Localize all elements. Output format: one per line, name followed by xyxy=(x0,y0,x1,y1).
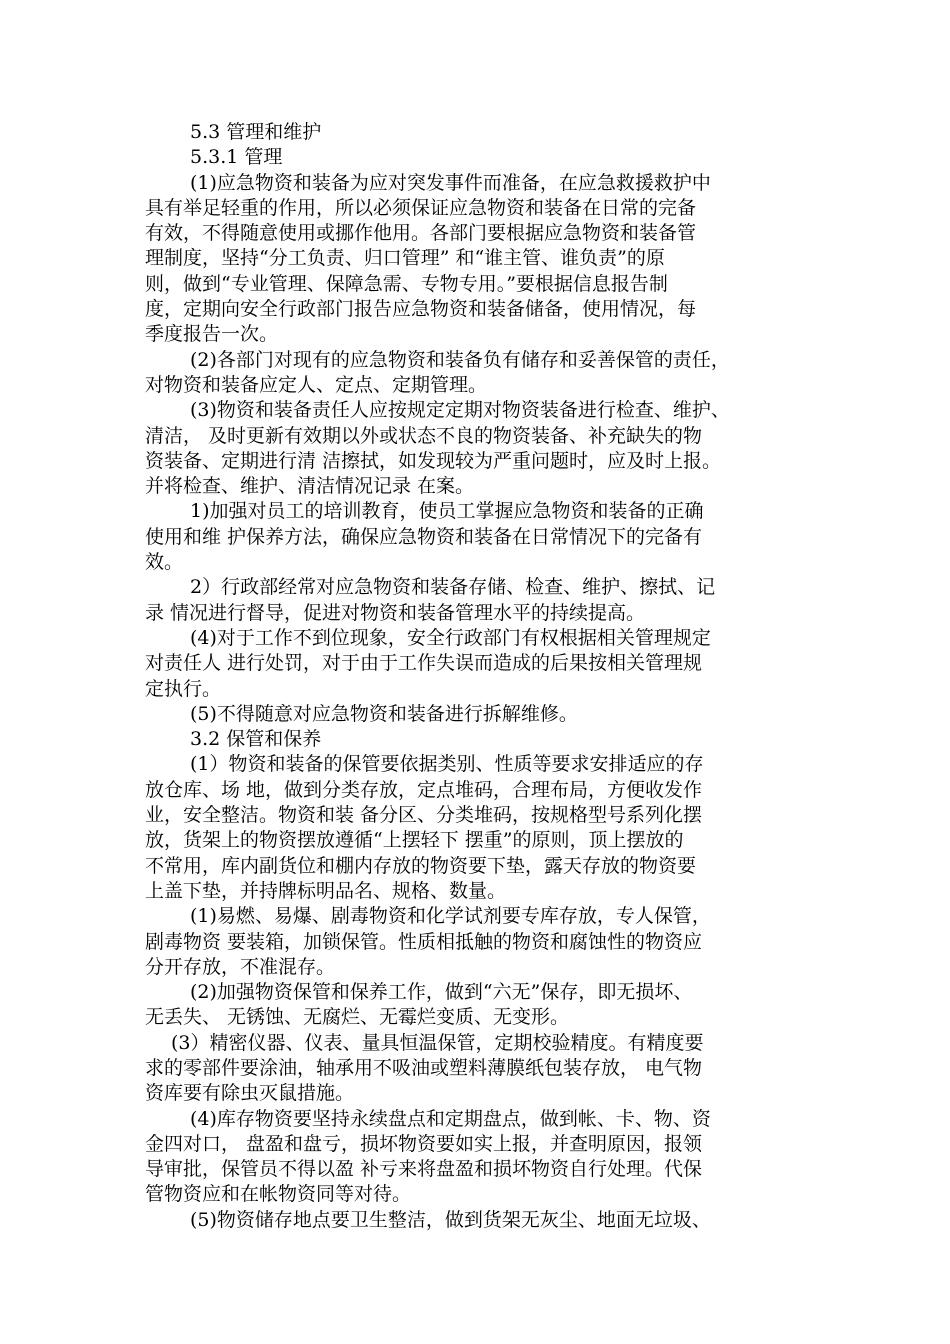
text-line: 定执行。 xyxy=(145,677,222,700)
text-line: 剧毒物资 要装箱，加锁保管。性质相抵触的物资和腐蚀性的物资应 xyxy=(145,930,703,953)
document-body xyxy=(145,120,810,1233)
text-line: 导审批，保管员不得以盈 补亏来将盘盈和损坏物资自行处理。代保 xyxy=(145,1158,703,1181)
text-line: (4)对于工作不到位现象，安全行政部门有权根据相关管理规定 xyxy=(190,626,711,649)
text-line: 放仓库、场 地，做到分类存放，定点堆码，合理布局，方便收发作 xyxy=(145,778,703,801)
text-line: 对物资和装备应定人、定点、定期管理。 xyxy=(145,373,488,396)
text-line: (2)加强物资保管和保养工作，做到“六无”保存，即无损坏、 xyxy=(190,981,693,1004)
text-line: 并将检查、维护、清洁情况记录 在案。 xyxy=(145,475,475,498)
text-line: 使用和维 护保养方法，确保应急物资和装备在日常情况下的完备有 xyxy=(145,525,703,548)
text-line: 理制度，坚持“分工负责、归口管理” 和“谁主管、谁负责”的原 xyxy=(145,247,665,270)
text-line: 放，货架上的物资摆放遵循“上摆轻下 摆重”的原则，顶上摆放的 xyxy=(145,829,684,852)
text-line: 5.3 管理和维护 xyxy=(190,121,322,143)
text-line: (5)不得随意对应急物资和装备进行拆解维修。 xyxy=(190,702,578,725)
text-line: 具有举足轻重的作用，所以必须保证应急物资和装备在日常的完备 xyxy=(145,196,697,219)
text-line: 上盖下垫，并持牌标明品名、规格、数量。 xyxy=(145,879,507,902)
text-line: (1）物资和装备的保管要依据类别、性质等要求安排适应的存 xyxy=(190,753,704,776)
text-line: (1)应急物资和装备为应对突发事件而准备，在应急救援救护中 xyxy=(190,171,711,194)
text-line: 3.2 保管和保养 xyxy=(190,728,322,751)
text-line: 季度报告一次。 xyxy=(145,323,279,346)
text-line: (5)物资储存地点要卫生整洁，做到货架无灰尘、地面无垃圾、 xyxy=(190,1208,711,1231)
text-line: 1)加强对员工的培训教育，使员工掌握应急物资和装备的正确 xyxy=(190,500,704,523)
text-line: (3）精密仪器、仪表、量具恒温保管，定期校验精度。有精度要 xyxy=(171,1031,704,1054)
text-line: (2)各部门对现有的应急物资和装备负有储存和妥善保管的责任， xyxy=(190,348,730,371)
text-line: 资装备、定期进行清 洁擦拭，如发现较为严重问题时，应及时上报。 xyxy=(145,449,722,472)
text-line: 度，定期向安全行政部门报告应急物资和装备储备，使用情况，每 xyxy=(145,298,697,321)
text-line: 录 情况进行督导，促进对物资和装备管理水平的持续提高。 xyxy=(145,601,646,624)
text-line: 管物资应和在帐物资同等对待。 xyxy=(145,1183,412,1206)
text-line: 2）行政部经常对应急物资和装备存储、检查、维护、擦拭、记 xyxy=(190,576,716,599)
text-line: 有效，不得随意使用或挪作他用。各部门要根据应急物资和装备管 xyxy=(145,222,697,245)
text-line: 则，做到“专业管理、保障急需、专物专用。”要根据信息报告制 xyxy=(145,272,668,295)
text-line: (3)物资和装备责任人应按规定定期对物资装备进行检查、维护、 xyxy=(190,399,730,422)
text-line: 5.3.1 管理 xyxy=(190,146,283,169)
text-line: 不常用，库内副货位和棚内存放的物资要下垫，露天存放的物资要 xyxy=(145,854,697,877)
text-line: 对责任人 进行处罚，对于由于工作失误而造成的后果按相关管理规 xyxy=(145,652,703,675)
text-line: 业，安全整洁。物资和装 备分区、分类堆码，按规格型号系列化摆 xyxy=(145,804,703,827)
text-line: 清洁， 及时更新有效期以外或状态不良的物资装备、补充缺失的物 xyxy=(145,424,703,447)
text-line: 资库要有除虫灭鼠措施。 xyxy=(145,1082,355,1105)
text-line: 分开存放，不准混存。 xyxy=(145,955,336,978)
text-line: 求的零部件要涂油，轴承用不吸油或塑料薄膜纸包装存放， 电气物 xyxy=(145,1056,703,1079)
text-line: 无丢失、 无锈蚀、无腐烂、无霉烂变质、无变形。 xyxy=(145,1006,570,1029)
text-line: (4)库存物资要坚持永续盘点和定期盘点，做到帐、卡、物、资 xyxy=(190,1107,711,1130)
text-line: 金四对口， 盘盈和盘亏，损坏物资要如实上报，并查明原因，报领 xyxy=(145,1132,703,1155)
text-line: (1)易燃、易爆、剧毒物资和化学试剂要专库存放，专人保管， xyxy=(190,905,711,928)
text-line: 效。 xyxy=(145,551,184,574)
